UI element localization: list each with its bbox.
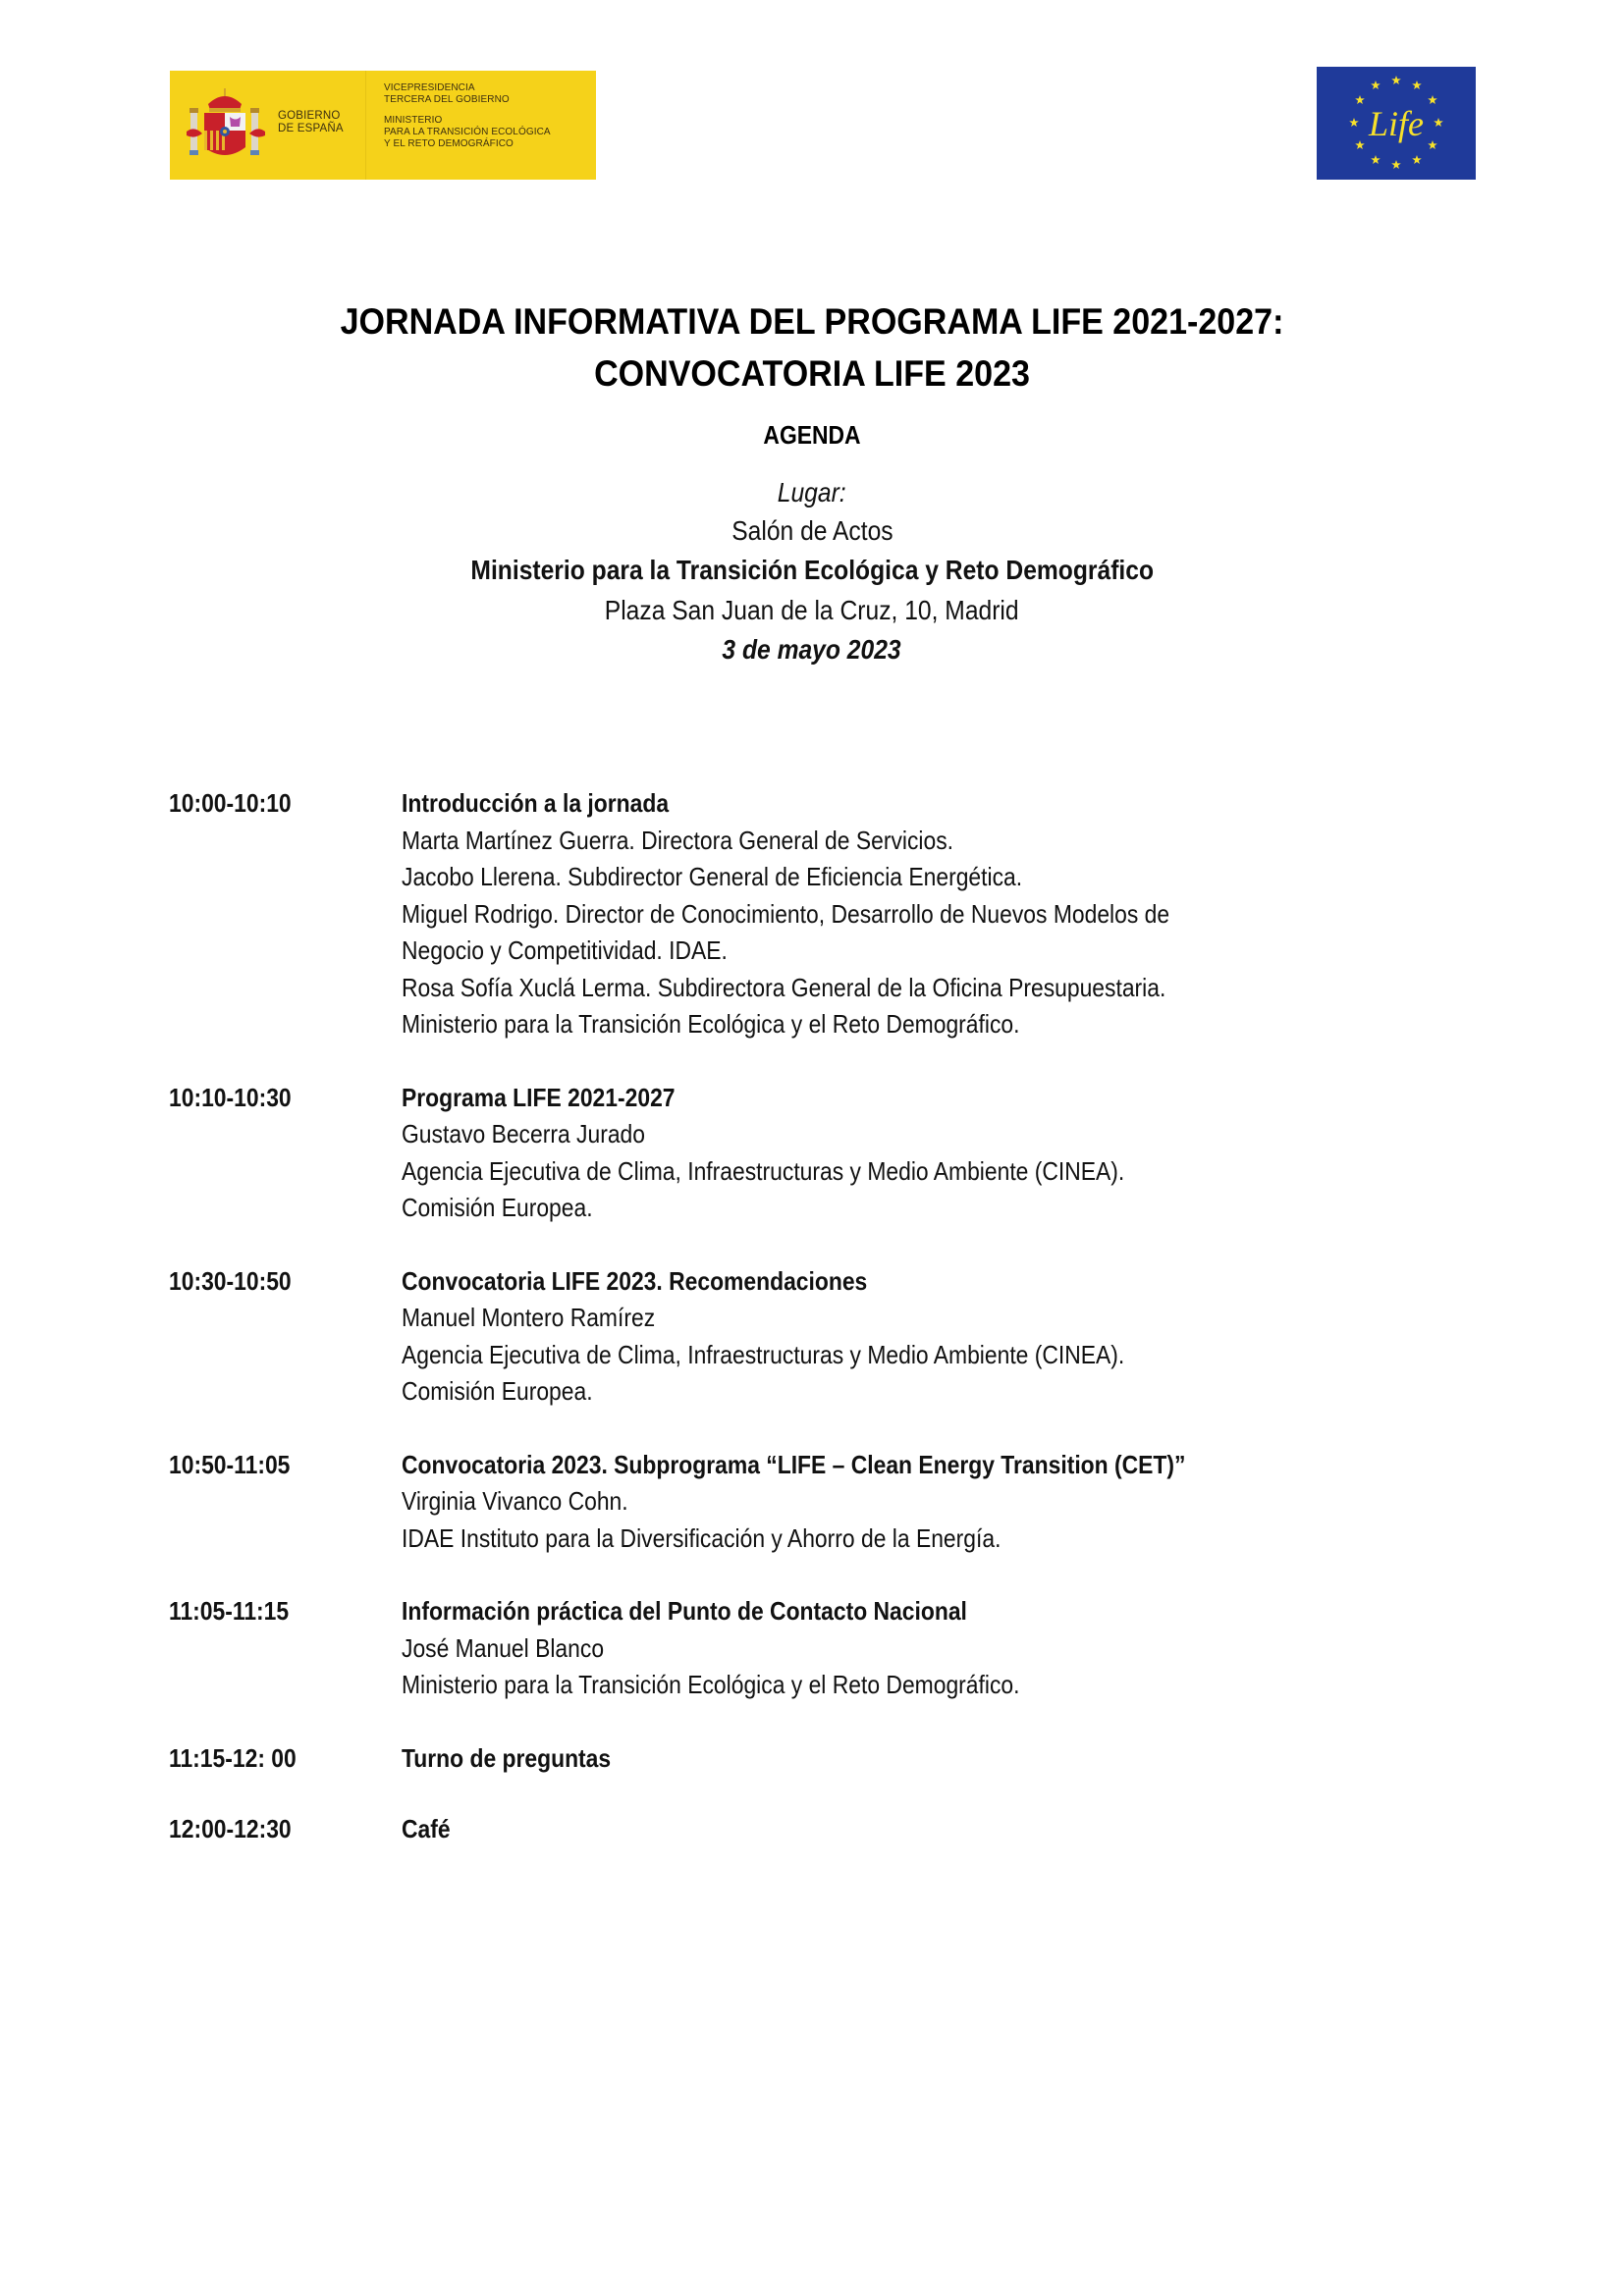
agenda-time: 10:10-10:30 [169,1082,292,1112]
agenda-topic: Convocatoria LIFE 2023. Recomendaciones [402,1265,868,1296]
spain-coat-of-arms-icon [187,86,265,165]
agenda-speaker-line: Agencia Ejecutiva de Clima, Infraestructuras y Medio Ambiente (CINEA). [402,1339,1125,1369]
agenda-speaker-line: Rosa Sofía Xuclá Lerma. Subdirectora General de la Oficina Presupuestaria. [402,972,1166,1002]
agenda-topic: Programa LIFE 2021-2027 [402,1082,676,1112]
agenda-speaker-line: Jacobo Llerena. Subdirector General de Eficiencia Energética. [402,862,1023,891]
agenda-item [169,1447,1396,1558]
ministerio-line: MINISTERIO [384,115,443,126]
agenda-time: 11:15-12: 00 [169,1742,297,1773]
gov-name [278,110,344,135]
agenda-speaker-line: Gustavo Becerra Jurado [402,1119,645,1148]
agenda-content [402,1447,1396,1558]
agenda-speaker-line: Manuel Montero Ramírez [402,1303,656,1332]
agenda-speaker-line: José Manuel Blanco [402,1632,605,1663]
transicion-line: PARA LA TRANSICIÓN ECOLÓGICA [384,127,551,137]
agenda-time: 10:00-10:10 [169,788,292,818]
agenda-topic: Introducción a la jornada [402,788,670,818]
venue-room: Salón de Actos [731,515,893,546]
agenda-item [169,1080,1396,1227]
agenda-content [402,1811,1396,1848]
agenda-topic: Información práctica del Punto de Contacto Nacional [402,1596,967,1626]
agenda-speaker-line: Virginia Vivanco Cohn. [402,1486,628,1516]
agenda-speaker-line: Ministerio para la Transición Ecológica y el Reto Demográfico. [402,1670,1020,1699]
venue-ministry: Ministerio para la Transición Ecológica y Reto Demográfico [470,555,1154,585]
agenda-time: 10:30-10:50 [169,1265,292,1296]
agenda-speaker-line: Negocio y Competitividad. IDAE. [402,935,728,965]
agenda-time: 10:50-11:05 [169,1449,291,1479]
document-title-line-1: JORNADA INFORMATIVA DEL PROGRAMA LIFE 2021-2027: [340,301,1284,342]
agenda-heading: AGENDA [763,420,861,450]
agenda-topic: Convocatoria 2023. Subprograma “LIFE – Clean Energy Transition (CET)” [402,1449,1186,1479]
gov-name-line-2: DE ESPAÑA [278,123,344,134]
agenda-speaker-line: Comisión Europea. [402,1376,593,1406]
agenda-content [402,1080,1396,1227]
ministry-name [365,71,596,180]
agenda-time: 11:05-11:15 [169,1596,290,1626]
event-date: 3 de mayo 2023 [722,634,902,665]
agenda-speaker-line: Marta Martínez Guerra. Directora General de Servicios. [402,825,954,855]
agenda-content [402,1740,1396,1778]
gobierno-espana-logo [170,71,596,180]
agenda-speaker-line: IDAE Instituto para la Diversificación y Ahorro de la Energía. [402,1522,1001,1553]
tercera-line: TERCERA DEL GOBIERNO [384,94,510,105]
agenda-speaker-line: Ministerio para la Transición Ecológica y el Reto Demográfico. [402,1009,1020,1039]
svg-text:Life: Life [1368,104,1425,143]
agenda-speaker-line: Miguel Rodrigo. Director de Conocimiento, Desarrollo de Nuevos Modelos de [402,898,1170,929]
agenda-speaker-line: Agencia Ejecutiva de Clima, Infraestructuras y Medio Ambiente (CINEA). [402,1155,1125,1186]
gov-logo-left [170,71,365,180]
agenda-content [402,1263,1396,1411]
agenda-item [169,1811,1396,1848]
vicepresidencia-line: VICEPRESIDENCIA [384,82,475,93]
agenda-speaker-line: Comisión Europea. [402,1193,593,1222]
agenda-item [169,785,1396,1043]
agenda-topic: Café [402,1814,451,1843]
gov-name-line-1: GOBIERNO [278,110,341,122]
agenda-item [169,1740,1396,1778]
venue-address: Plaza San Juan de la Cruz, 10, Madrid [605,595,1019,625]
document-title-line-2: CONVOCATORIA LIFE 2023 [594,353,1030,394]
eu-stars-life-icon [1317,67,1476,180]
venue-label: Lugar: [778,477,846,507]
agenda-topic: Turno de preguntas [402,1742,612,1773]
agenda-item [169,1263,1396,1411]
agenda-list [169,785,1396,1883]
agenda-time: 12:00-12:30 [169,1814,292,1843]
agenda-item [169,1593,1396,1704]
reto-line: Y EL RETO DEMOGRÁFICO [384,138,514,149]
eu-life-logo [1317,67,1476,180]
agenda-content [402,1593,1396,1704]
agenda-content [402,785,1396,1043]
